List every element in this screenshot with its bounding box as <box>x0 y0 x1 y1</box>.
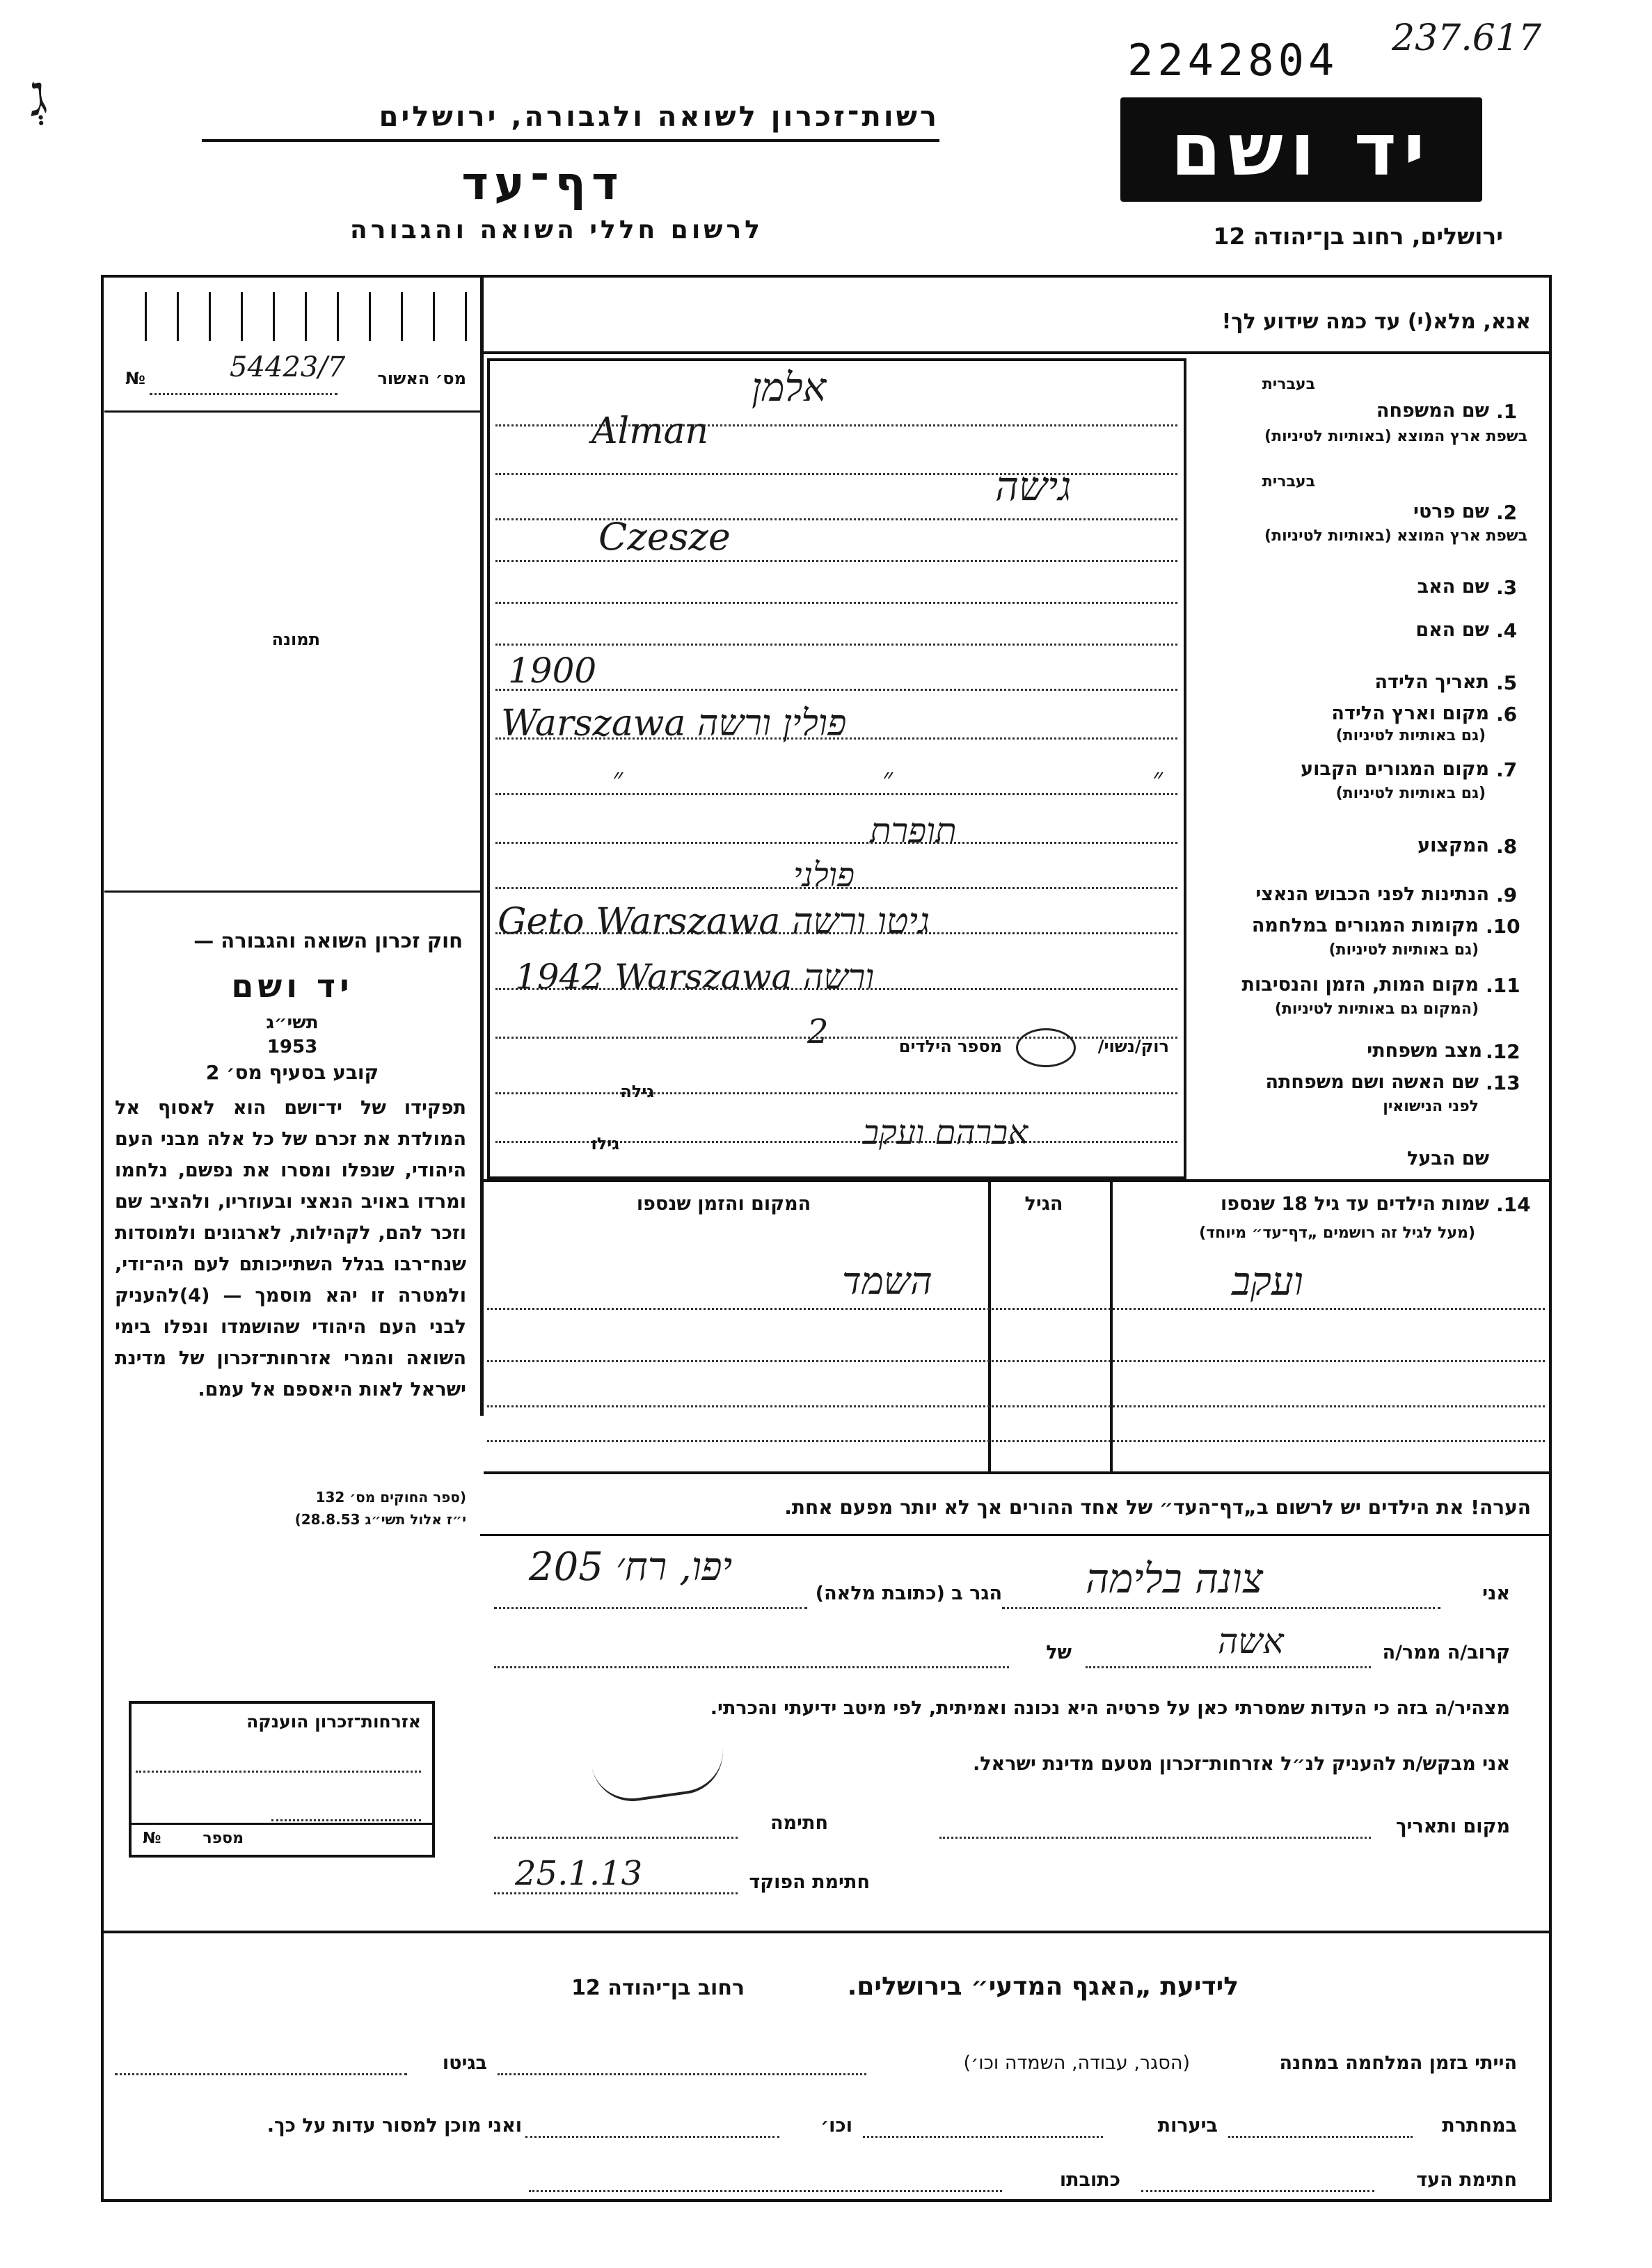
lang-hebrew-2: בעברית <box>1262 473 1315 490</box>
label-occupation: המקצוע <box>1417 835 1489 856</box>
law-source-1: (ספר החוקים מס׳ 132 <box>315 1489 466 1506</box>
footer-line3-dots-b <box>529 2190 1002 2192</box>
decl-of-label: של <box>1046 1642 1072 1663</box>
num-12: 12. <box>1486 1040 1520 1063</box>
footer-title: לידיעת „האגף המדעי״ בירושלים. <box>847 1972 1239 2001</box>
note-wife: לפני הנישואין <box>1383 1098 1479 1115</box>
child-row-1 <box>487 1308 1545 1310</box>
header-address: ירושלים, רחוב בן־יהודה 12 <box>1213 223 1503 250</box>
left-column-divider <box>480 275 484 1416</box>
authority-line: רשות־זכרון לשואה ולגבורה, ירושלים <box>379 101 939 133</box>
note-residence: (גם באותיות לטיניות) <box>1335 785 1486 802</box>
num-10: 10. <box>1486 915 1520 938</box>
children-note: (מעל לגיל זה רושמים „דף־עד״ מיוחד) <box>1199 1224 1475 1242</box>
photo-bottom-rule <box>104 891 480 893</box>
decl-request: אני מבקש/ת להעניק לנ״ל אזרחות־זכרון מטעם מדינת ישראל. <box>972 1753 1510 1775</box>
surname-hebrew-value: אלמן <box>752 365 827 410</box>
decl-signature-label: חתימה <box>770 1812 828 1834</box>
footer-line2-dots-b <box>863 2136 1103 2138</box>
decl-statement: מצהיר/ה בזה כי העדות שמסרתי כאן על פרטיה היא נכונה ואמיתית, לפי מיטב ידיעתי והכרתי. <box>710 1698 1510 1719</box>
num-9: 9. <box>1496 884 1518 907</box>
num-6: 6. <box>1496 703 1518 726</box>
note-firstname: בשפת ארץ המוצא (באותיות לטיניות) <box>1264 527 1527 545</box>
num-1: 1. <box>1496 400 1518 423</box>
child-row-2 <box>487 1360 1545 1362</box>
label-nationality: הנתינות לפני הכבוש הנאצי <box>1255 884 1489 905</box>
citizenship-line-1 <box>136 1771 421 1773</box>
footer-line1-b: (הסגר, עבודה, השמדה וכו׳) <box>963 2052 1190 2074</box>
row-line-8 <box>495 842 1177 844</box>
children-bottom-rule <box>484 1471 1552 1474</box>
label-wartime-residence: מקומות המגורים במלחמה <box>1251 915 1479 936</box>
law-text: תפקידו של יד־ושם הוא לאסוף אל המולדת את זכרם של כל אלה מבני העם היהודי, שנפלו ומסרו את נפשם, נלחמו ומרדו באויב הנאצי ובעוזריו, ולהציב שם וזכר להם, לקהילות, לארגונים ולמוסדות שנח־רבו בגלל השתייכותם לעם היה־ודי, ולמטרה זו יהא מוסמך — (4)להעניק לבני העם היהודי שהושמדו ונפלו בימי השואה והמרי אזרחות־זכרון של מדינת ישראל לאות היאספם אל עמם. <box>115 1097 466 1400</box>
authority-underline <box>202 139 939 142</box>
decl-relative-line <box>1086 1666 1371 1668</box>
footer-line2-d: ואני מוכן למסור עדות על כך. <box>267 2115 522 2137</box>
footer-line1-c: בגיטו <box>442 2052 487 2074</box>
footer-line2-c: וכו׳ <box>820 2115 852 2137</box>
footer-line1-dots-b <box>115 2073 407 2075</box>
married-circle <box>1016 1028 1076 1067</box>
decl-relative-value: אשה <box>1218 1621 1284 1661</box>
handwritten-ref: 237.617 <box>1392 17 1542 59</box>
label-surname: שם המשפחה <box>1376 400 1489 422</box>
code-stripes <box>145 292 472 341</box>
num-2: 2. <box>1496 501 1518 524</box>
wartime-residence-value: Geto Warszawa גיטו ורשה <box>498 901 930 943</box>
child-place-value: השמד <box>842 1259 932 1303</box>
footer-line1-dots-a <box>498 2073 866 2075</box>
law-title: חוק זכרון השואה והגבורה — <box>193 929 463 952</box>
photo-label: תמונה <box>271 630 320 649</box>
footer-line2-a: במחתרת <box>1442 2115 1517 2137</box>
num-13: 13. <box>1486 1071 1520 1094</box>
decl-ani-value: צונה בלימה <box>1086 1555 1264 1602</box>
birthplace-value: Warszawa פולין ורשה <box>501 703 847 744</box>
row-line-1b <box>495 473 1177 475</box>
label-father: שם האב <box>1417 576 1489 598</box>
form-title: דף־עד <box>461 157 624 210</box>
law-source-2: י״ז אלול תשי״ג 28.8.53) <box>294 1511 466 1528</box>
footer-line2-dots-a <box>1228 2136 1413 2138</box>
decl-officer-date: 25.1.13 <box>515 1854 643 1893</box>
decl-of-line <box>494 1666 1009 1668</box>
children-col-place: המקום והזמן שנספו <box>636 1193 811 1215</box>
label-birthdate: תאריך הלידה <box>1374 671 1489 693</box>
law-year: 1953 <box>267 1037 318 1057</box>
footer-line3-a: חתימת העד <box>1416 2169 1517 2191</box>
form-intro: אנא, מלא(י) עד כמה שידוע לך! <box>1221 310 1531 334</box>
corner-mark: גְ <box>19 61 54 129</box>
yad-vashem-logo <box>1120 97 1482 202</box>
nationality-value: פולני <box>793 856 855 895</box>
note-wartime-residence: (גם באותיות לטיניות) <box>1328 941 1479 959</box>
footer-line3-b: כתובתו <box>1059 2169 1120 2191</box>
decl-resides-label: הגר ב (כתובת מלאה) <box>815 1583 1002 1604</box>
decl-relative-label: קרוב/ה ממר/ה <box>1382 1642 1510 1663</box>
num-3: 3. <box>1496 576 1518 599</box>
row-line-5 <box>495 689 1177 691</box>
children-count-value: 2 <box>807 1012 829 1051</box>
footer-top-rule <box>101 1931 1552 1933</box>
decl-resides-line <box>494 1607 807 1609</box>
children-col-sep-2 <box>988 1179 991 1471</box>
intro-bottom-rule <box>484 351 1552 354</box>
fields-bottom-rule <box>484 1179 1552 1182</box>
firstname-hebrew-value: גישה <box>995 463 1072 510</box>
law-clause: קובע בסעיף מס׳ 2 <box>205 1061 379 1084</box>
label-wife: שם האשה ושם משפחתה <box>1265 1071 1479 1093</box>
footer-line2-dots-c <box>525 2136 779 2138</box>
row-line-4 <box>495 644 1177 646</box>
row-line-2a <box>495 518 1177 520</box>
decl-officer-label: חתימת הפוקד <box>749 1871 870 1893</box>
footer-line3-dots-a <box>1141 2190 1374 2192</box>
law-year-hebrew: תשי״ג <box>266 1012 319 1033</box>
lang-hebrew-1: בעברית <box>1262 376 1315 393</box>
wife-age-label: גילה <box>620 1082 654 1101</box>
child-name-value: ועקב <box>1232 1259 1303 1304</box>
death-place-value: 1942 Warszawa ורשה <box>515 957 875 997</box>
approval-value: 54423/7 <box>230 351 346 383</box>
children-col-age: הגיל <box>1024 1193 1063 1215</box>
citizenship-inner-rule <box>129 1823 435 1825</box>
citizenship-line-2 <box>271 1819 421 1821</box>
approval-label: מס׳ האשור <box>377 369 466 388</box>
num-7: 7. <box>1496 758 1518 781</box>
decl-ani-label: אני <box>1482 1583 1510 1604</box>
num-4: 4. <box>1496 619 1518 642</box>
children-col-sep-1 <box>1110 1179 1113 1471</box>
approval-bottom-rule <box>104 410 480 413</box>
decl-ani-line <box>1002 1607 1440 1609</box>
child-row-4 <box>487 1440 1545 1442</box>
footer-address: רחוב בן־יהודה 12 <box>571 1976 745 2000</box>
label-birthplace: מקום וארץ הלידה <box>1331 703 1489 724</box>
row-line-13 <box>495 1092 1177 1094</box>
approval-no-prefix: № <box>125 369 145 388</box>
note-death: (המקום גם באותיות לטיניות) <box>1274 1000 1479 1018</box>
firstname-latin-value: Czesze <box>598 515 731 559</box>
form-subtitle: לרשום חללי השואה והגבורה <box>350 216 763 244</box>
label-residence: מקום המגורים הקבוע <box>1301 758 1489 780</box>
note-bottom-rule <box>480 1534 1552 1536</box>
decl-resides-value: יפו, רח׳ 205 <box>529 1544 733 1590</box>
logo-text: יד ושם <box>1170 107 1432 192</box>
law-logo: יד ושם <box>231 967 354 1005</box>
note-birthplace: (גם באותיות לטיניות) <box>1335 727 1486 744</box>
serial-number: 2242804 <box>1127 35 1339 86</box>
label-husband: שם הבעל <box>1406 1148 1489 1169</box>
footer-line2-b: ביערות <box>1157 2115 1218 2137</box>
husband-value: אברהם ועקב <box>863 1113 1028 1152</box>
citizenship-number-prefix: № <box>143 1830 161 1847</box>
children-title: שמות הילדים עד גיל 18 שנספו <box>1220 1193 1489 1215</box>
decl-place-date-line <box>939 1837 1371 1839</box>
footer-line1-a: הייתי בזמן המלחמה במחנה <box>1279 2052 1517 2074</box>
children-note-warning: הערה! את הילדים יש לרשום ב„דף־העד״ של אחד ההורים אך לא יותר מפעם אחת. <box>784 1496 1531 1519</box>
label-death: מקום המות, הזמן והנסיבות <box>1241 974 1479 996</box>
num-11: 11. <box>1486 974 1520 997</box>
surname-latin-value: Alman <box>591 410 708 452</box>
approval-line <box>150 393 337 395</box>
occupation-value: תופרת <box>870 810 957 851</box>
num-8: 8. <box>1496 835 1518 858</box>
children-count-label: מספר הילדים <box>898 1037 1002 1056</box>
label-mother: שם האם <box>1415 619 1489 641</box>
row-line-2b <box>495 560 1177 562</box>
row-line-3 <box>495 602 1177 604</box>
decl-signature-line <box>494 1837 738 1839</box>
marital-status-options: רוק/נשוי/ <box>1097 1037 1169 1056</box>
label-firstname: שם פרטי <box>1413 501 1489 522</box>
note-surname: בשפת ארץ המוצא (באותיות לטיניות) <box>1264 428 1527 445</box>
residence-value: ״ ״ ״ <box>612 762 1289 794</box>
child-row-3 <box>487 1405 1545 1407</box>
decl-place-date-label: מקום ותאריך <box>1395 1816 1510 1837</box>
label-marital: מצב משפחתי <box>1367 1040 1482 1062</box>
citizenship-number-label: מספר <box>202 1830 244 1847</box>
birthdate-value: 1900 <box>508 650 597 691</box>
num-5: 5. <box>1496 671 1518 694</box>
citizenship-title: אזרחות־זכרון הוענקה <box>246 1711 421 1732</box>
husband-age-label: גילו <box>591 1134 619 1153</box>
num-14: 14. <box>1496 1193 1531 1216</box>
